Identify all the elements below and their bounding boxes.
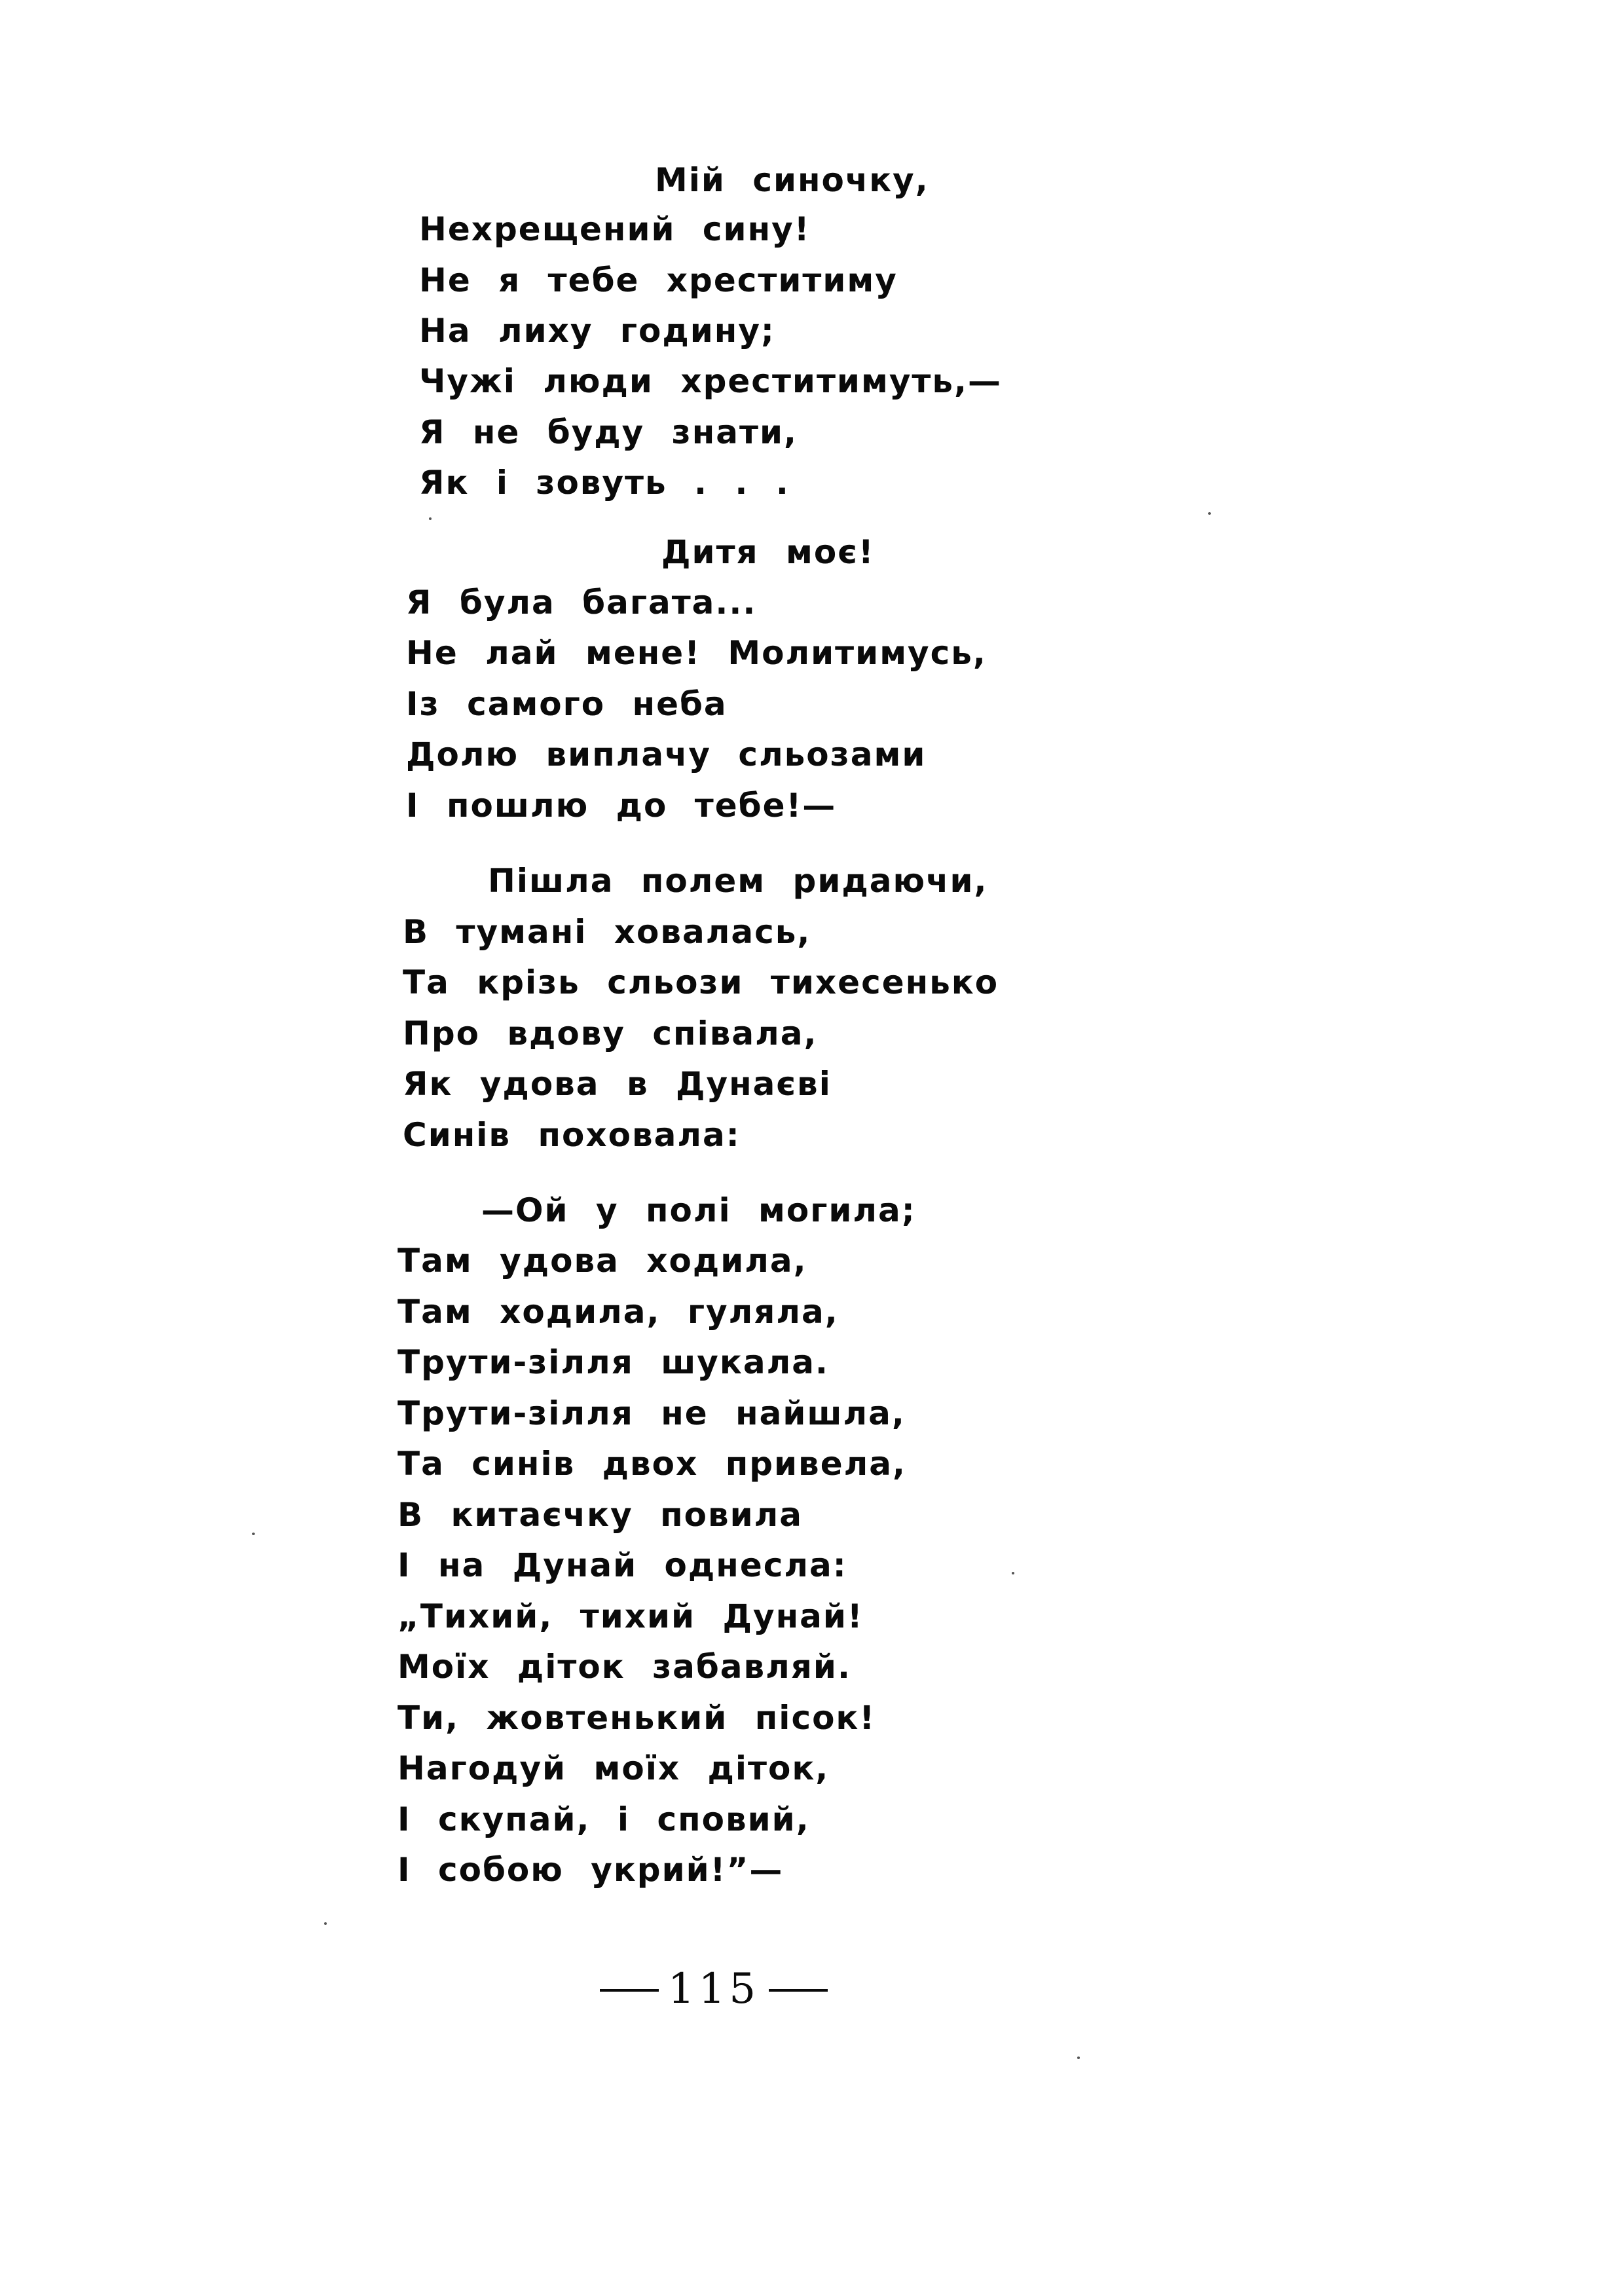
scan-speck <box>429 517 432 520</box>
poem-line: На лиху годину; <box>419 312 775 350</box>
poem-line: І скупай, і сповий, <box>397 1800 810 1838</box>
page-number <box>0 1965 1428 2013</box>
poem-line: Ти, жовтенький пісок! <box>397 1699 876 1737</box>
poem-line: Там удова ходила, <box>397 1242 807 1280</box>
poem-line: Із самого неба <box>406 685 728 723</box>
poem-line: І пошлю до тебе!— <box>406 787 837 825</box>
poem-line: Дитя моє! <box>661 533 875 571</box>
poem-line: Нагодуй моїх діток, <box>397 1749 830 1787</box>
poem-line: —Ой у полі могила; <box>481 1191 916 1229</box>
poem-line: Пішла полем ридаючи, <box>488 862 988 900</box>
poem-line: Про вдову співала, <box>403 1014 818 1052</box>
poem-line: Не я тебе хреститиму <box>419 261 898 299</box>
poem-line: Не лай мене! Молитимусь, <box>406 634 987 672</box>
page-number-dash-right <box>769 1989 828 1992</box>
poem-line: Трути-зілля шукала. <box>397 1343 829 1381</box>
poem-line: І на Дунай однесла: <box>397 1546 847 1584</box>
poem-line: І собою укрий!”— <box>397 1851 784 1889</box>
poem-line: В тумані ховалась, <box>403 913 811 951</box>
poem-line: Як і зовуть . . . <box>419 464 790 502</box>
scan-speck <box>1012 1572 1014 1574</box>
poem-line: Я була багата... <box>406 584 757 622</box>
poem-line: Мій синочку, <box>655 161 929 199</box>
poem-line: Я не буду знати, <box>419 413 798 451</box>
poem-line: Як удова в Дунаєві <box>403 1065 832 1103</box>
poem-line: Синів поховала: <box>403 1116 741 1154</box>
scan-speck <box>324 1922 327 1925</box>
poem-line: В китаєчку повила <box>397 1496 803 1534</box>
poem-line: Долю виплачу сльозами <box>406 735 927 773</box>
poem-line: Моїх діток забавляй. <box>397 1648 851 1686</box>
page-number-value: 115 <box>667 1965 760 2013</box>
scan-speck <box>1208 512 1211 515</box>
poem-line: „Тихий, тихий Дунай! <box>397 1597 864 1635</box>
poem-line: Нехрещений сину! <box>419 210 811 248</box>
scan-speck <box>252 1533 255 1535</box>
scan-speck <box>1077 2056 1080 2059</box>
poem-line: Трути-зілля не найшла, <box>397 1394 906 1432</box>
page-number-dash-left <box>600 1989 659 1992</box>
poem-line: Там ходила, гуляла, <box>397 1293 839 1331</box>
poem-line: Та синів двох привела, <box>397 1445 906 1483</box>
poem-line: Та крізь сльози тихесенько <box>403 963 999 1001</box>
poem-line: Чужі люди хреститимуть,— <box>419 362 1003 400</box>
